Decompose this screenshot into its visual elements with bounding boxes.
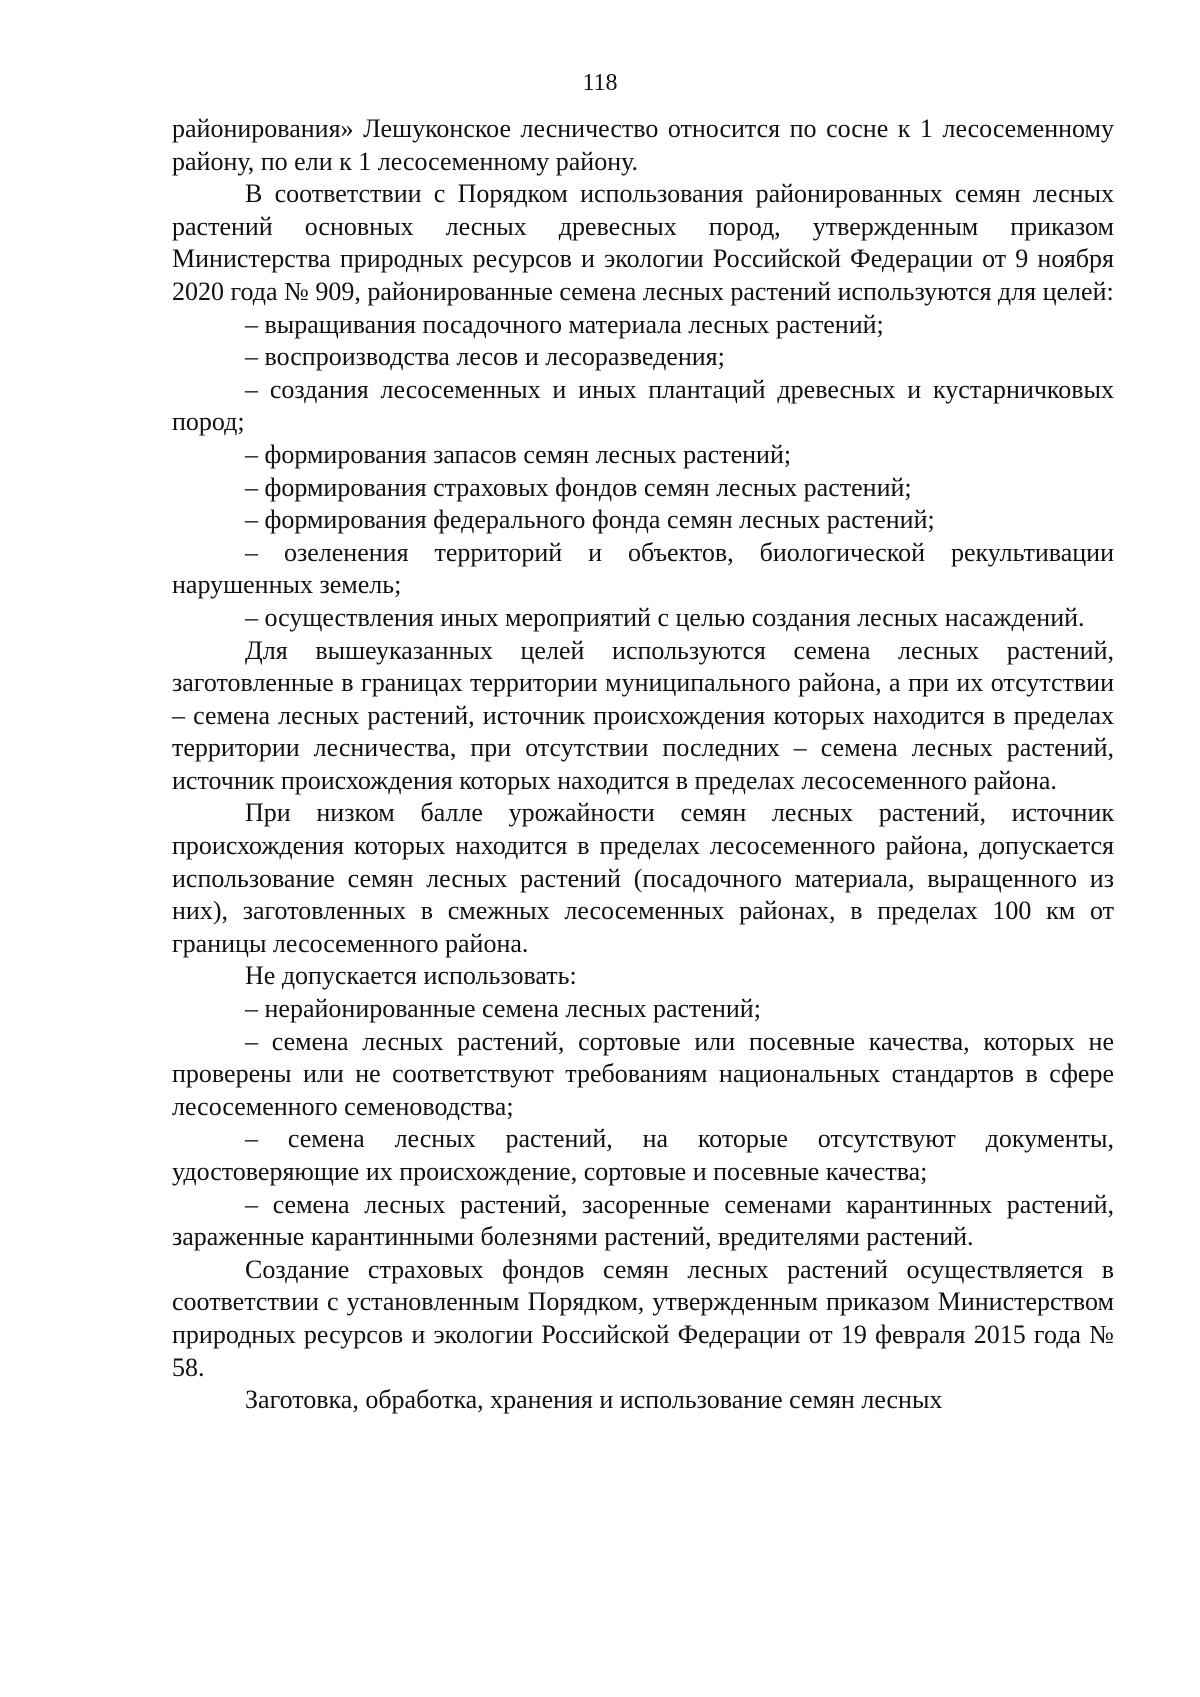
paragraph-low-yield: При низком балле урожайности семян лесных растений, источник происхождения которых находится в пределах лесосеменного района, допускается использование семян лесных растений (посадочного материала, выращенного из них), заготовленных в смежных лесосеменных районах, в пределах 100 км от границы лесосеменного района. xyxy=(172,798,1114,958)
paragraph-harvesting: Заготовка, обработка, хранения и использование семян лесных xyxy=(245,1385,943,1415)
list-item-unverified-seeds: – семена лесных растений, сортовые или посевные качества, которых не проверены или не соответствуют требованиям национальных стандартов в сфере лесосеменного семеноводства; xyxy=(172,1026,1114,1121)
list-item-infested-seeds: – семена лесных растений, засоренные семенами карантинных растений, зараженные карантинными болезнями растений, вредителями растений. xyxy=(172,1189,1114,1252)
paragraph-zoning-intro: районирования» Лешуконское лесничество относится по сосне к 1 лесосеменному району, по ели к 1 лесосеменному району. xyxy=(172,114,1114,176)
list-item-creation-plantations: – создания лесосеменных и иных плантаций древесных и кустарничковых пород; xyxy=(172,374,1114,437)
list-item-federal-fund: – формирования федерального фонда семян лесных растений; xyxy=(245,505,935,535)
paragraph-not-allowed-heading: Не допускается использовать: xyxy=(245,961,577,991)
list-item-growing-planting-material: – выращивания посадочного материала лесных растений; xyxy=(245,309,884,339)
list-item-insurance-funds: – формирования страховых фондов семян лесных растений; xyxy=(245,472,912,502)
page-body xyxy=(172,113,1114,1417)
list-item-seed-stocks: – формирования запасов семян лесных растений; xyxy=(245,439,792,469)
page-number: 118 xyxy=(582,70,618,96)
paragraph-order-of-use: В соответствии с Порядком использования районированных семян лесных растений основных лесных древесных пород, утвержденным приказом Министерства природных ресурсов и экологии Российской Федерации от 9 ноября 2020 года № 909, районированные семена лесных растений используются для целей: xyxy=(172,179,1114,306)
paragraph-seed-sources: Для вышеуказанных целей используются семена лесных растений, заготовленные в границах территории муниципального района, а при их отсутствии – семена лесных растений, источник происхождения которых находится в пределах территории лесничества, при отсутствии последних – семена лесных растений, источник происхождения которых находится в пределах лесосеменного района. xyxy=(172,635,1114,795)
paragraph-insurance-funds: Создание страховых фондов семян лесных растений осуществляется в соответствии с установленным Порядком, утвержденным приказом Министерством природных ресурсов и экологии Российской Федерации от 19 февраля 2015 года № 58. xyxy=(172,1254,1114,1382)
list-item-reproduction-forests: – воспроизводства лесов и лесоразведения; xyxy=(245,342,725,372)
list-item-other-measures: – осуществления иных мероприятий с целью создания лесных насаждений. xyxy=(245,602,1085,632)
list-item-undocumented-seeds: – семена лесных растений, на которые отсутствуют документы, удостоверяющие их происхождение, сортовые и посевные качества; xyxy=(172,1124,1114,1186)
list-item-non-zoned-seeds: – нерайонированные семена лесных растений; xyxy=(245,994,761,1024)
list-item-landscaping: – озеленения территорий и объектов, биологической рекультивации нарушенных земель; xyxy=(172,537,1114,600)
